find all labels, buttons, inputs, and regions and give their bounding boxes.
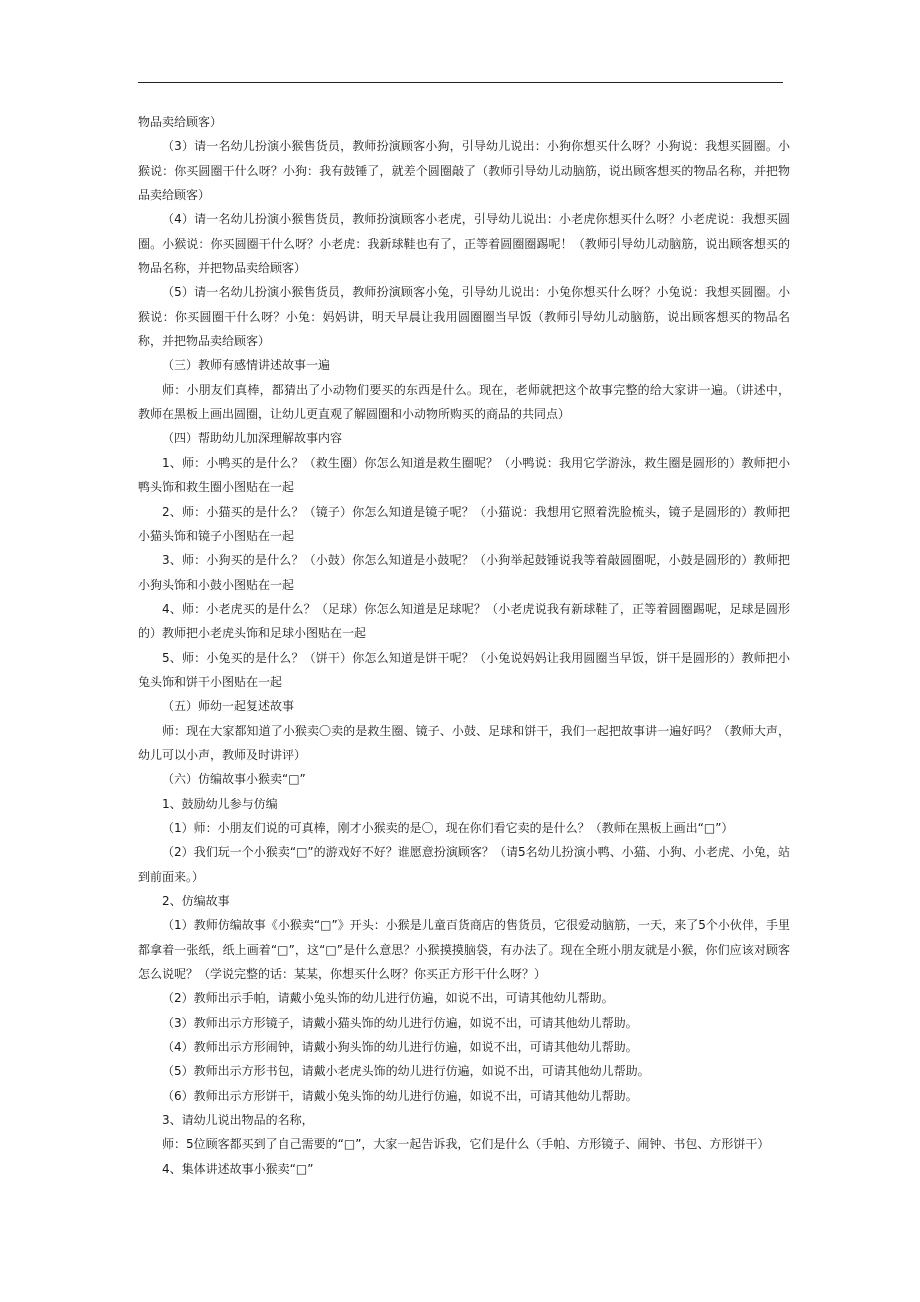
paragraph: 师：小朋友们真棒，都猜出了小动物们要买的东西是什么。现在，老师就把这个故事完整的给大家讲一遍。（讲述中，教师在黑板上画出圆圈，让幼儿更直观了解圆圈和小动物所购买的商品的共同点）	[138, 382, 790, 422]
paragraph: （六）仿编故事小猴卖“□”	[162, 772, 306, 787]
paragraph: 4、师：小老虎买的是什么？（足球）你怎么知道是足球呢？（小老虎说我有新球鞋了，正等着圆圈踢呢，足球是圆形的）教师把小老虎头饰和足球小图贴在一起	[138, 601, 790, 641]
paragraph: （4）教师出示方形闹钟，请戴小狗头饰的幼儿进行仿遍，如说不出，可请其他幼儿帮助。	[162, 1040, 638, 1055]
paragraph: 物品卖给顾客）	[138, 115, 223, 129]
paragraph: （2）我们玩一个小猴卖“□”的游戏好不好？谁愿意扮演顾客？（请5名幼儿扮演小鸭、小猫、小狗、小老虎、小兔，站到前面来。）	[138, 845, 790, 884]
header-rule	[138, 82, 783, 83]
paragraph: 2、师：小猫买的是什么？（镜子）你怎么知道是镜子呢？（小猫说：我想用它照着洗脸梳头，镜子是圆形的）教师把小猫头饰和镜子小图贴在一起	[138, 504, 790, 543]
paragraph: （5）请一名幼儿扮演小猴售货员，教师扮演顾客小兔，引导幼儿说出：小兔你想买什么呀？小兔说：我想买圆圈。小猴说：你买圆圈干什么呀？小兔：妈妈讲，明天早晨让我用圆圈圈当早饭（教师引导幼儿动脑筋，说出顾客想买的物品名称，并把物品卖给顾客）	[138, 285, 790, 349]
paragraph: （五）师幼一起复述故事	[162, 699, 295, 714]
paragraph: （1）师：小朋友们说的可真棒，刚才小猴卖的是〇，现在你们看它卖的是什么？（教师在黑板上画出“□”）	[162, 820, 734, 835]
paragraph: （3）教师出示方形镜子，请戴小猫头饰的幼儿进行仿遍，如说不出，可请其他幼儿帮助。	[162, 1015, 638, 1030]
paragraph: （四）帮助幼儿加深理解故事内容	[162, 431, 343, 446]
paragraph: 1、鼓励幼儿参与仿编	[162, 796, 278, 811]
paragraph: 3、请幼儿说出物品的名称，	[162, 1113, 314, 1128]
paragraph: 1、师：小鸭买的是什么？（救生圈）你怎么知道是救生圈呢？（小鸭说：我用它学游泳，救生圈是圆形的）教师把小鸭头饰和救生圈小图贴在一起	[138, 455, 790, 495]
paragraph: 4、集体讲述故事小猴卖“□”	[162, 1161, 314, 1176]
paragraph: （2）教师出示手帕，请戴小兔头饰的幼儿进行仿遍，如说不出，可请其他幼儿帮助。	[162, 991, 614, 1006]
paragraph: （5）教师出示方形书包，请戴小老虎头饰的幼儿进行仿遍，如说不出，可请其他幼儿帮助。	[162, 1064, 650, 1079]
paragraph: 3、师：小狗买的是什么？（小鼓）你怎么知道是小鼓呢？（小狗举起鼓锤说我等着敲圆圈呢，小鼓是圆形的）教师把小狗头饰和小鼓小图贴在一起	[138, 553, 790, 592]
paragraph: 2、仿编故事	[162, 894, 230, 908]
document-body	[138, 110, 790, 1181]
paragraph: 5、师：小兔买的是什么？（饼干）你怎么知道是饼干呢？（小兔说妈妈让我用圆圈当早饭，饼干是圆形的）教师把小兔头饰和饼干小图贴在一起	[138, 650, 790, 689]
paragraph: （3）请一名幼儿扮演小猴售货员，教师扮演顾客小狗，引导幼儿说出：小狗你想买什么呀？小狗说：我想买圆圈。小猴说：你买圆圈干什么呀？小狗：我有鼓锤了，就差个圆圈敲了（教师引导幼儿动脑筋，说出顾客想买的物品名称，并把物品卖给顾客）	[138, 139, 790, 203]
paragraph: （6）教师出示方形饼干，请戴小兔头饰的幼儿进行仿遍，如说不出，可请其他幼儿帮助。	[162, 1088, 638, 1103]
paragraph: （1）教师仿编故事《小猴卖“□”》开头：小猴是儿童百货商店的售货员，它很爱动脑筋，一天，来了5个小伙伴，手里都拿着一张纸，纸上画着“□”，这“□”是什么意思？小猴摸摸脑袋，有办法了。现在全班小朋友就是小猴，你们应该对顾客怎么说呢？（学说完整的话：某某，你想买什么呀？你买正方形干什么呀？）	[138, 918, 790, 982]
paragraph: （4）请一名幼儿扮演小猴售货员，教师扮演顾客小老虎，引导幼儿说出：小老虎你想买什么呀？小老虎说：我想买圆圈。小猴说：你买圆圈干什么呀？小老虎：我新球鞋也有了，正等着圆圈圈踢呢！（教师引导幼儿动脑筋，说出顾客想买的物品名称，并把物品卖给顾客）	[138, 212, 790, 276]
paragraph: 师：5位顾客都买到了自己需要的“□”，大家一起告诉我，它们是什么（手帕、方形镜子、闹钟、书包、方形饼干）	[162, 1137, 770, 1152]
paragraph: （三）教师有感情讲述故事一遍	[162, 358, 331, 373]
paragraph: 师：现在大家都知道了小猴卖〇卖的是救生圈、镜子、小鼓、足球和饼干，我们一起把故事讲一遍好吗？（教师大声，幼儿可以小声，教师及时讲评）	[138, 723, 790, 762]
